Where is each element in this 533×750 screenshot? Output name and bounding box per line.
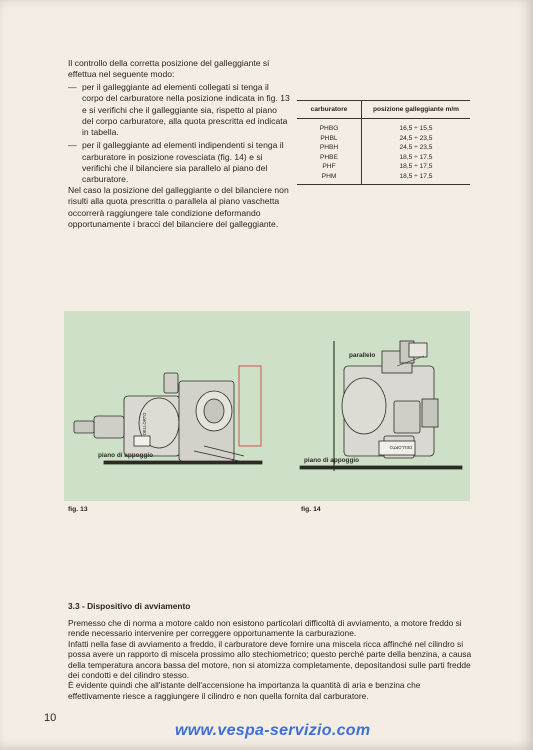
float-position-table [297,100,470,185]
intro-paragraph: Il controllo della corretta posizione del galleggiante si effettua nel seguente modo: [68,58,270,80]
closing-paragraph: Nel caso la posizione del galleggiante o del bilanciere non risulti alla quota prescritta o parallela al piano vaschetta occorrerà raggiungere tale condizione deformando opportunamente i bracci del bilanciere del galleggiante. [68,185,289,229]
figure-band [64,311,470,501]
fig14-base-plane [300,466,462,469]
fig14-stamp: DELLORTO [389,445,412,450]
fig13-caption: fig. 13 [68,506,88,513]
table-row [297,153,470,163]
watermark-url: www.vespa-servizio.com [175,722,371,739]
bullet-dash: — [68,82,77,92]
fig13-base-plane [104,461,262,464]
table-cell: PHF [297,162,362,172]
section-paragraph: Infatti nella fase di avviamento a freddo, il carburatore deve fornire una miscela ricca affinché nel cilindro si possa avere un rapporto di miscela prossimo allo stechiometrico; questo perché parte della benzina, a causa della temperatura ancora bassa del motore, non si atomizza completamente, depositandosi sulle parti fredde dei condotti e del cilindro stesso. [68,638,472,681]
list-item [68,140,290,185]
table-cell: PHBG [297,119,362,134]
table-row [297,172,470,185]
section-paragraph: Premesso che di norma a motore caldo non esistono particolari difficoltà di avviamento, a motore freddo si rende necessario intervenire per correggere opportunamente la carburazione. [68,618,462,639]
fig13-stamp: DELLORTO [142,412,147,435]
table-cell: PHBE [297,153,362,163]
table-header-row [297,101,470,119]
table-cell: PHBH [297,143,362,153]
table-row [297,134,470,144]
check-procedure-list [68,82,290,188]
table-cell: 16,5 ÷ 15,5 [399,125,433,133]
fig14-carburetor-illustration [300,341,462,471]
bullet-text: per il galleggiante ad elementi collegati si tenga il corpo del carburatore nella posizione indicata in fig. 13 e si verifichi che il galleggiante sia, rispetto al piano del corpo carburatore, alla quota prescritta ed indicata in tabella. [82,82,290,138]
section-title: 3.3 - Dispositivo di avviamento [68,601,191,611]
table-cell: 18,5 ÷ 17,5 [362,172,471,185]
fig13-label: piano di appoggio [98,452,154,459]
table-row [297,162,470,172]
table-cell: 24,5 ÷ 23,5 [399,144,433,152]
table-cell: 18,5 ÷ 17,5 [399,153,433,161]
section-body [68,618,474,701]
table-cell: PHM [297,172,362,185]
column-header: posizione galleggiante m/m [362,101,471,119]
fig14-top-label: parallelo [349,352,376,359]
table-cell: 24,5 ÷ 23,5 [399,134,433,142]
bullet-dash: — [68,140,77,151]
fig13-float-marker [239,366,261,446]
table-cell: PHBL [297,134,362,144]
page-number: 10 [44,712,57,724]
fig13-carburetor-illustration [74,366,262,464]
table-cell: 18,5 ÷ 17,5 [399,163,433,171]
table-row [297,143,470,153]
section-paragraph: È evidente quindi che all'istante dell'accensione ha importanza la quantità di aria e benzina che effettivamente riesce a raggiungere il cilindro e non quella fornita dal carburatore. [68,680,421,701]
bullet-text: per il galleggiante ad elementi indipendenti si tenga il carburatore in posizione rovesciata (fig. 14) e si verifichi che il bilanciere sia parallelo al piano del carburatore. [82,140,284,185]
table-row [297,119,470,134]
fig14-label: piano di appoggio [304,457,360,464]
fig14-caption: fig. 14 [301,506,321,513]
column-header: carburatore [297,101,362,119]
list-item [68,82,290,138]
